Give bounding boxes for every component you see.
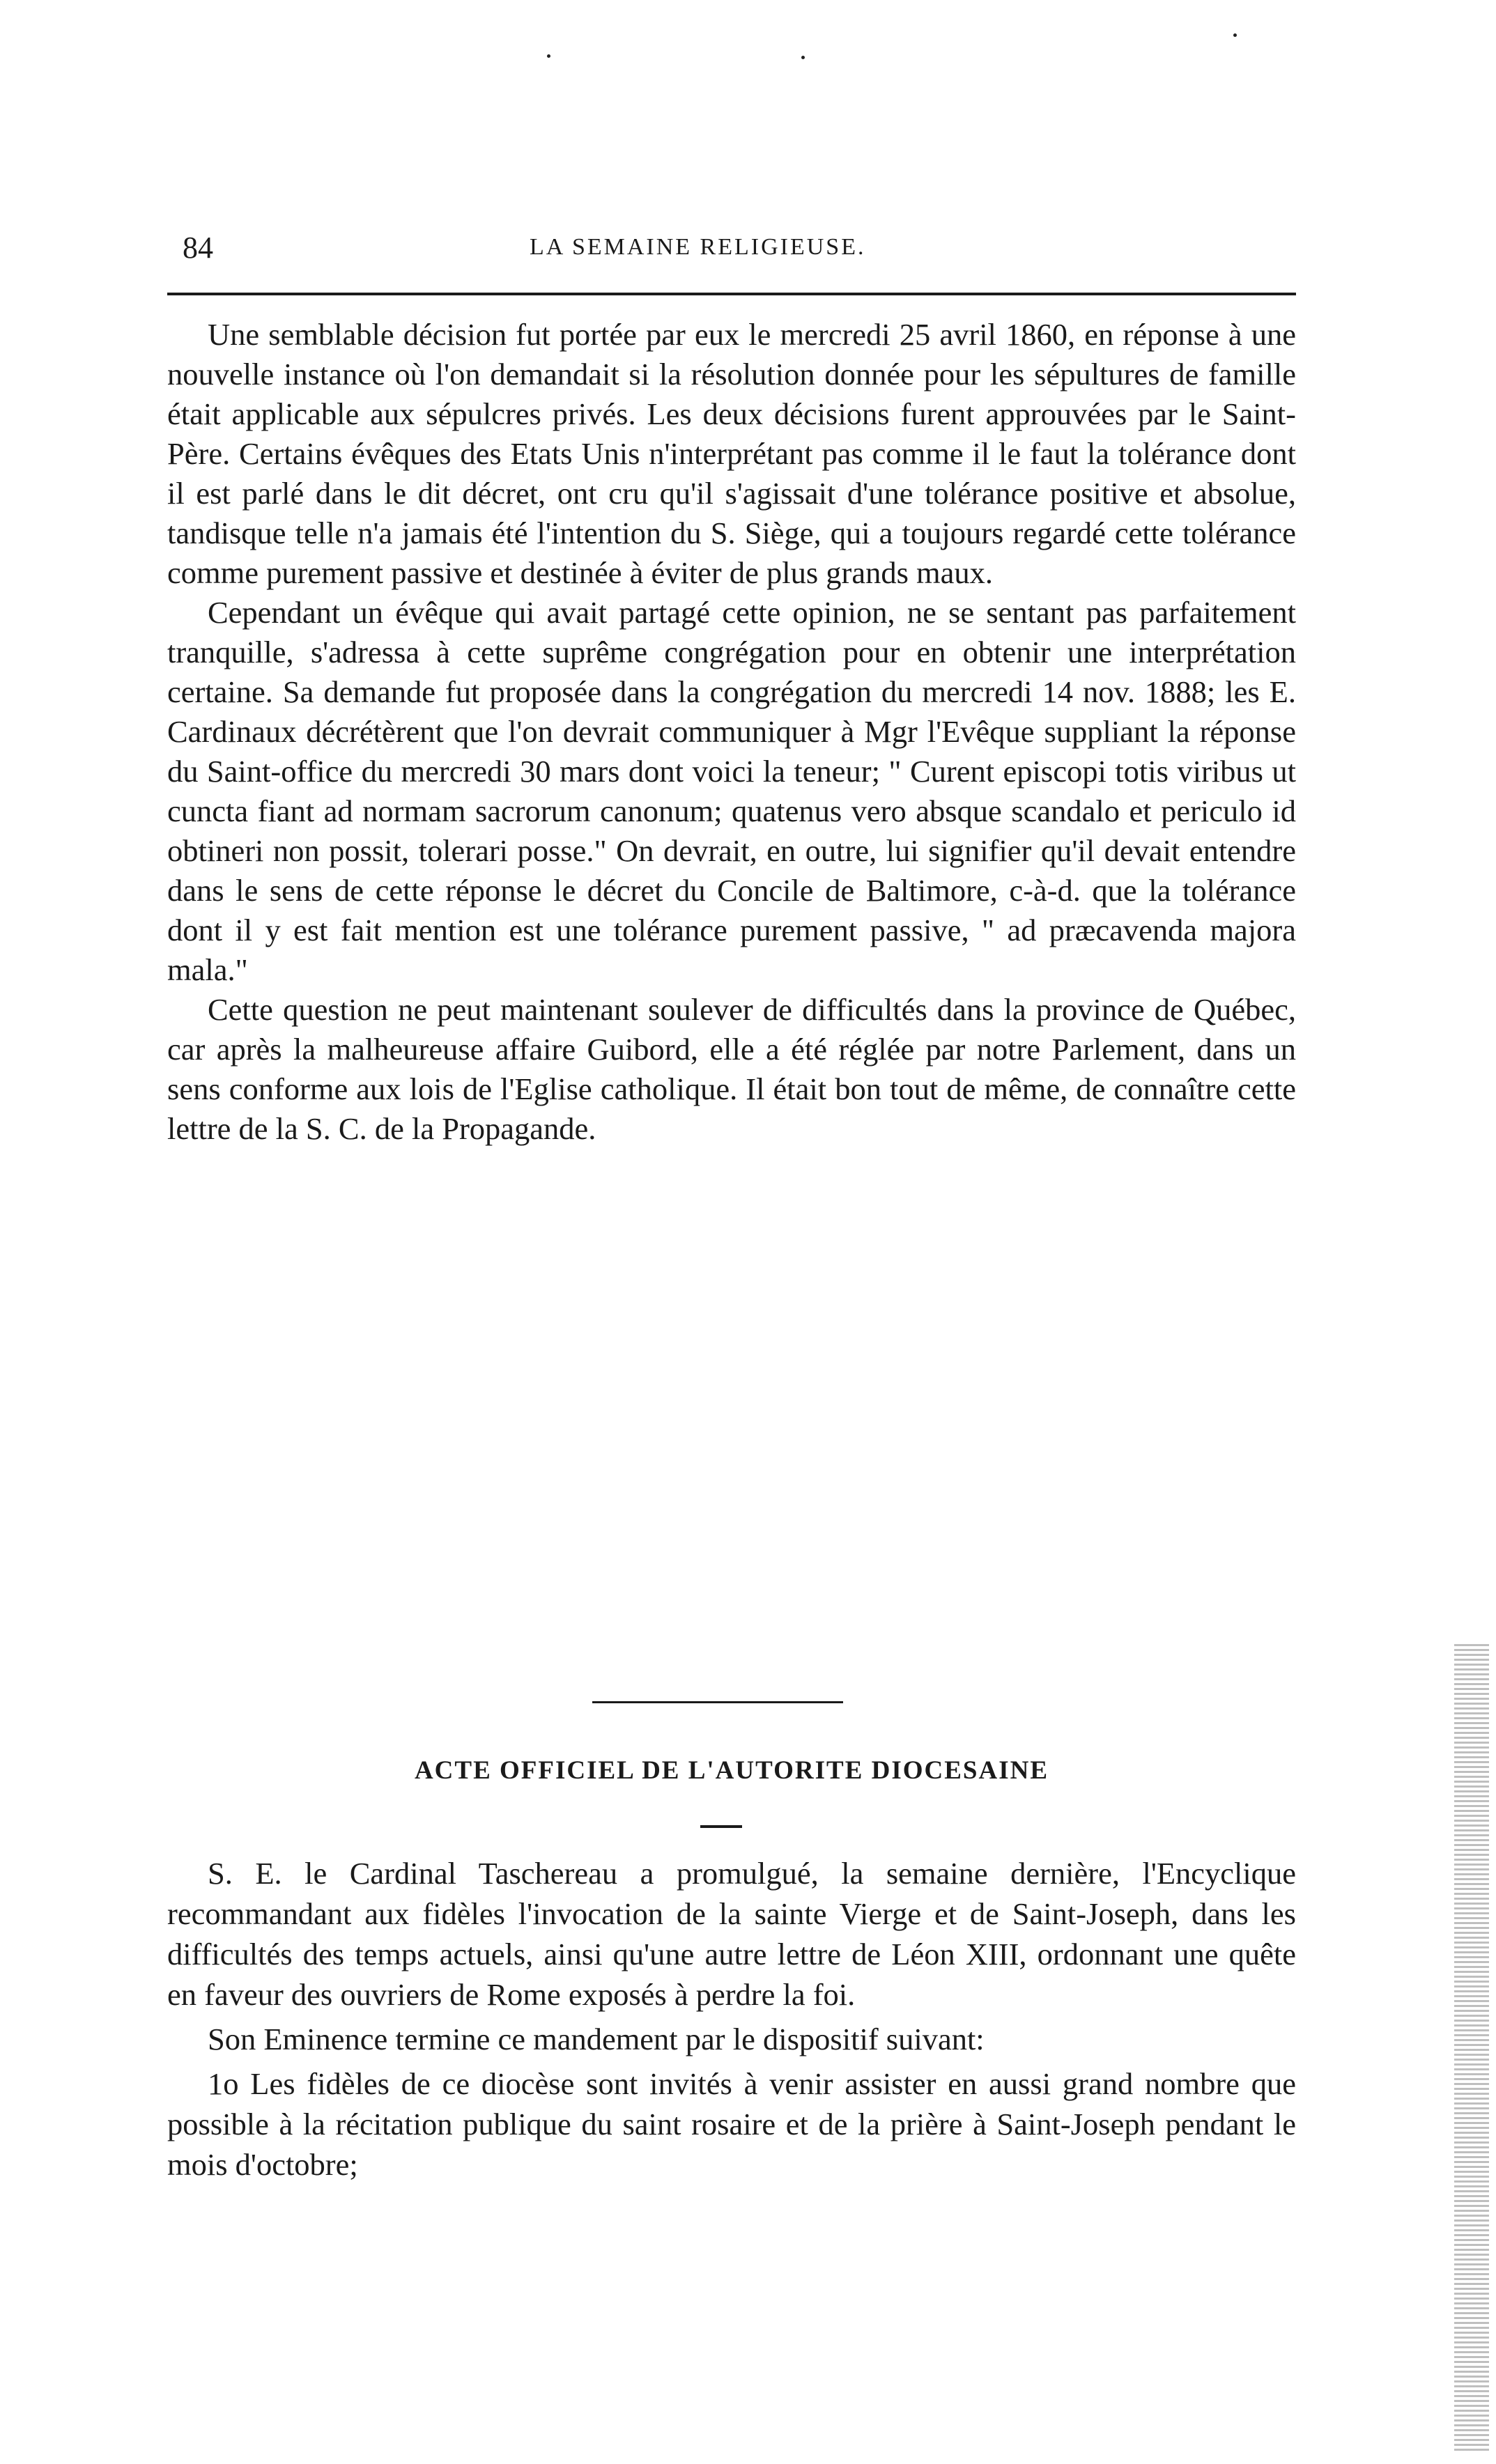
scan-speck xyxy=(801,56,805,59)
paragraph: Une semblable décision fut portée par eux le mercredi 25 avril 1860, en réponse à une nouvelle instance où l'on demandait si la résolution donnée pour les sépultures de famille était applicable aux sépulcres privés. Les deux décisions furent approuvées par le Saint-Père. Certains évêques des Etats Unis n'interprétant pas comme il le faut la tolérance dont il est parlé dans le dit décret, ont cru qu'il s'agissait d'une tolérance positive et absolue, tandisque telle n'a jamais été l'intention du S. Siège, qui a toujours regardé cette tolérance comme purement passive et destinée à éviter de plus grands maux. xyxy=(167,317,1296,590)
binding-edge-mark xyxy=(1454,1644,1489,2452)
header-rule xyxy=(167,293,1296,295)
running-title: LA SEMAINE RELIGIEUSE. xyxy=(530,234,866,260)
article-body xyxy=(167,315,1296,1149)
paragraph: 1o Les fidèles de ce diocèse sont invités à venir assister en aussi grand nombre que possible à la récitation publique du saint rosaire et de la prière à Saint-Joseph pendant le mois d'octobre; xyxy=(167,2066,1296,2182)
section-heading: ACTE OFFICIEL DE L'AUTORITE DIOCESAINE xyxy=(414,1756,1049,1785)
page xyxy=(167,230,1296,2182)
page-number: 84 xyxy=(183,231,213,265)
page-header xyxy=(167,230,1296,279)
paragraph: Cependant un évêque qui avait partagé cette opinion, ne se sentant pas parfaitement tranquille, s'adressa à cette suprême congrégation pour en obtenir une interprétation certaine. Sa demande fut proposée dans la congrégation du mercredi 14 nov. 1888; les E. Cardinaux décrétèrent que l'on devrait communiquer à Mgr l'Evêque suppliant la réponse du Saint-office du mercredi 30 mars dont voici la teneur; " Curent episcopi totis viribus ut cuncta fiant ad normam sacrorum canonum; quatenus vero absque scandalo et periculo id obtineri non possit, tolerari posse." On devrait, en outre, lui signifier qu'il devait entendre dans le sens de cette réponse le décret du Concile de Baltimore, c-à-d. que la tolérance dont il y est fait mention est une tolérance purement passive, " ad præcavenda majora mala." xyxy=(167,595,1296,987)
scan-speck xyxy=(547,54,550,58)
section-body xyxy=(167,1853,1296,2189)
heading-rule xyxy=(700,1825,742,1828)
paragraph: Son Eminence termine ce mandement par le dispositif suivant: xyxy=(208,2022,985,2056)
scan-speck xyxy=(1233,33,1237,37)
paragraph: S. E. le Cardinal Taschereau a promulgué, la semaine dernière, l'Encyclique recommandant aux fidèles l'invocation de la sainte Vierge et de Saint-Joseph, dans les difficultés des temps actuels, ainsi qu'une autre lettre de Léon XIII, ordonnant une quête en faveur des ouvriers de Rome exposés à perdre la foi. xyxy=(167,1856,1296,2012)
section-divider xyxy=(592,1701,843,1703)
paragraph: Cette question ne peut maintenant soulever de difficultés dans la province de Québec, car après la malheureuse affaire Guibord, elle a été réglée par notre Parlement, dans un sens conforme aux lois de l'Eglise catholique. Il était bon tout de même, de connaître cette lettre de la S. C. de la Propagande. xyxy=(167,992,1296,1146)
